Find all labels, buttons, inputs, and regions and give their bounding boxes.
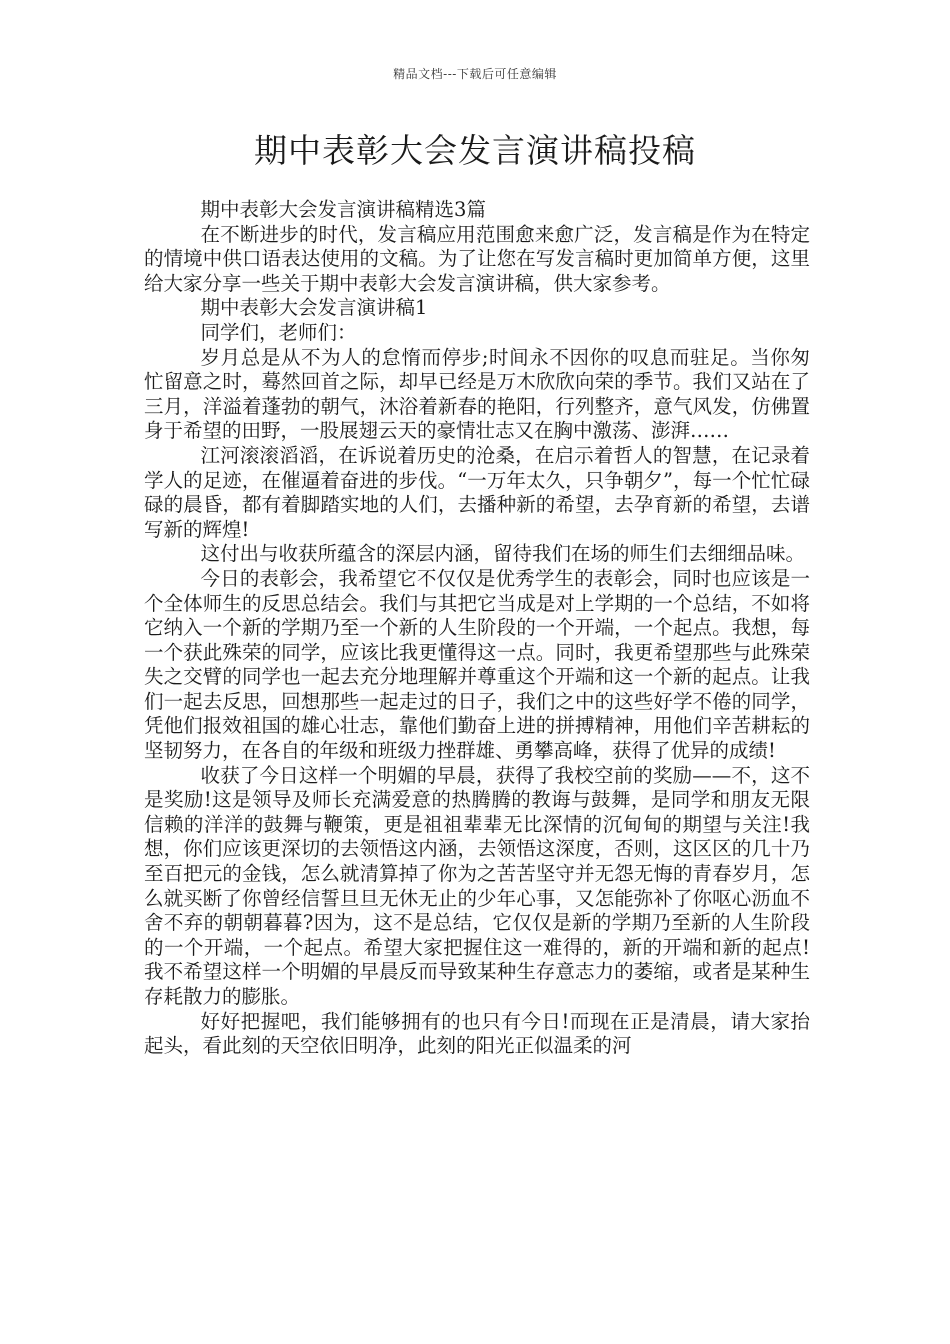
- header-note: 精品文档---下载后可任意编辑: [393, 67, 557, 81]
- paragraph-salutation: 同学们，老师们：: [200, 320, 357, 344]
- paragraph-subtitle: 期中表彰大会发言演讲稿精选3篇: [200, 198, 486, 221]
- paragraph-body: 江河滚滚滔滔，在诉说着历史的沧桑，在启示着哲人的智慧，在记录着学人的足迹，在催逼着奋进的步伐。“一万年太久，只争朝夕”，每一个忙忙碌碌的晨昏，都有着脚踏实地的人们，去播种新的希望，去孕育新的希望，去谱写新的辉煌!: [144, 443, 810, 541]
- paragraph-body: 收获了今日这样一个明媚的早晨，获得了我校空前的奖励——不，这不是奖励!这是领导及师长充满爱意的热腾腾的教诲与鼓舞，是同学和朋友无限信赖的洋洋的鼓舞与鞭策，更是祖祖辈辈无比深情的沉甸甸的期望与关注!我想，你们应该更深切的去领悟这内涵，去领悟这深度，否则，这区区的几十乃至百把元的金钱，怎么就清算掉了你为之苦苦坚守并无怨无悔的青春岁月，怎么就买断了你曾经信誓旦旦无休无止的少年心事，又怎能弥补了你呕心沥血不舍不弃的朝朝暮暮?因为，这不是总结，它仅仅是新的学期乃至新的人生阶段的一个开端，一个起点。希望大家把握住这一难得的，新的开端和新的起点!我不希望这样一个明媚的早晨反而导致某种生存意志力的萎缩，或者是某种生存耗散力的膨胀。: [144, 763, 810, 1008]
- paragraph-body: 好好把握吧，我们能够拥有的也只有今日!而现在正是清晨，请大家抬起头，看此刻的天空依旧明净，此刻的阳光正似温柔的河: [144, 1009, 810, 1058]
- paragraph-body: 岁月总是从不为人的怠惰而停步;时间永不因你的叹息而驻足。当你匆忙留意之时，蓦然回首之际，却早已经是万木欣欣向荣的季节。我们又站在了三月，洋溢着蓬勃的朝气，沐浴着新春的艳阳，行列整齐，意气风发，仿佛置身于希望的田野，一股展翅云天的豪情壮志又在胸中激荡、澎湃……: [144, 345, 810, 443]
- paragraph-body: 今日的表彰会，我希望它不仅仅是优秀学生的表彰会，同时也应该是一个全体师生的反思总结会。我们与其把它当成是对上学期的一个总结，不如将它纳入一个新的学期乃至一个新的人生阶段的一个开端，一个起点。我想，每一个获此殊荣的同学，应该比我更懂得这一点。同时，我更希望那些与此殊荣失之交臂的同学也一起去充分地理解并尊重这个开端和这一个新的起点。让我们一起去反思，回想那些一起走过的日子，我们之中的这些好学不倦的同学，凭他们报效祖国的雄心壮志，靠他们勤奋上进的拼搏精神，用他们辛苦耕耘的坚韧努力，在各自的年级和班级力挫群雄、勇攀高峰，获得了优异的成绩!: [144, 566, 810, 763]
- paragraph-section-heading: 期中表彰大会发言演讲稿1: [200, 296, 428, 320]
- document-title: 期中表彰大会发言演讲稿投稿: [254, 131, 696, 170]
- paragraph-intro: 在不断进步的时代，发言稿应用范围愈来愈广泛，发言稿是作为在特定的情境中供口语表达使用的文稿。为了让您在写发言稿时更加简单方便，这里给大家分享一些关于期中表彰大会发言演讲稿，供大家参考。: [144, 222, 810, 295]
- document-body: [144, 198, 810, 1059]
- paragraph-body: 这付出与收获所蕴含的深层内涵，留待我们在场的师生们去细细品味。: [200, 542, 806, 566]
